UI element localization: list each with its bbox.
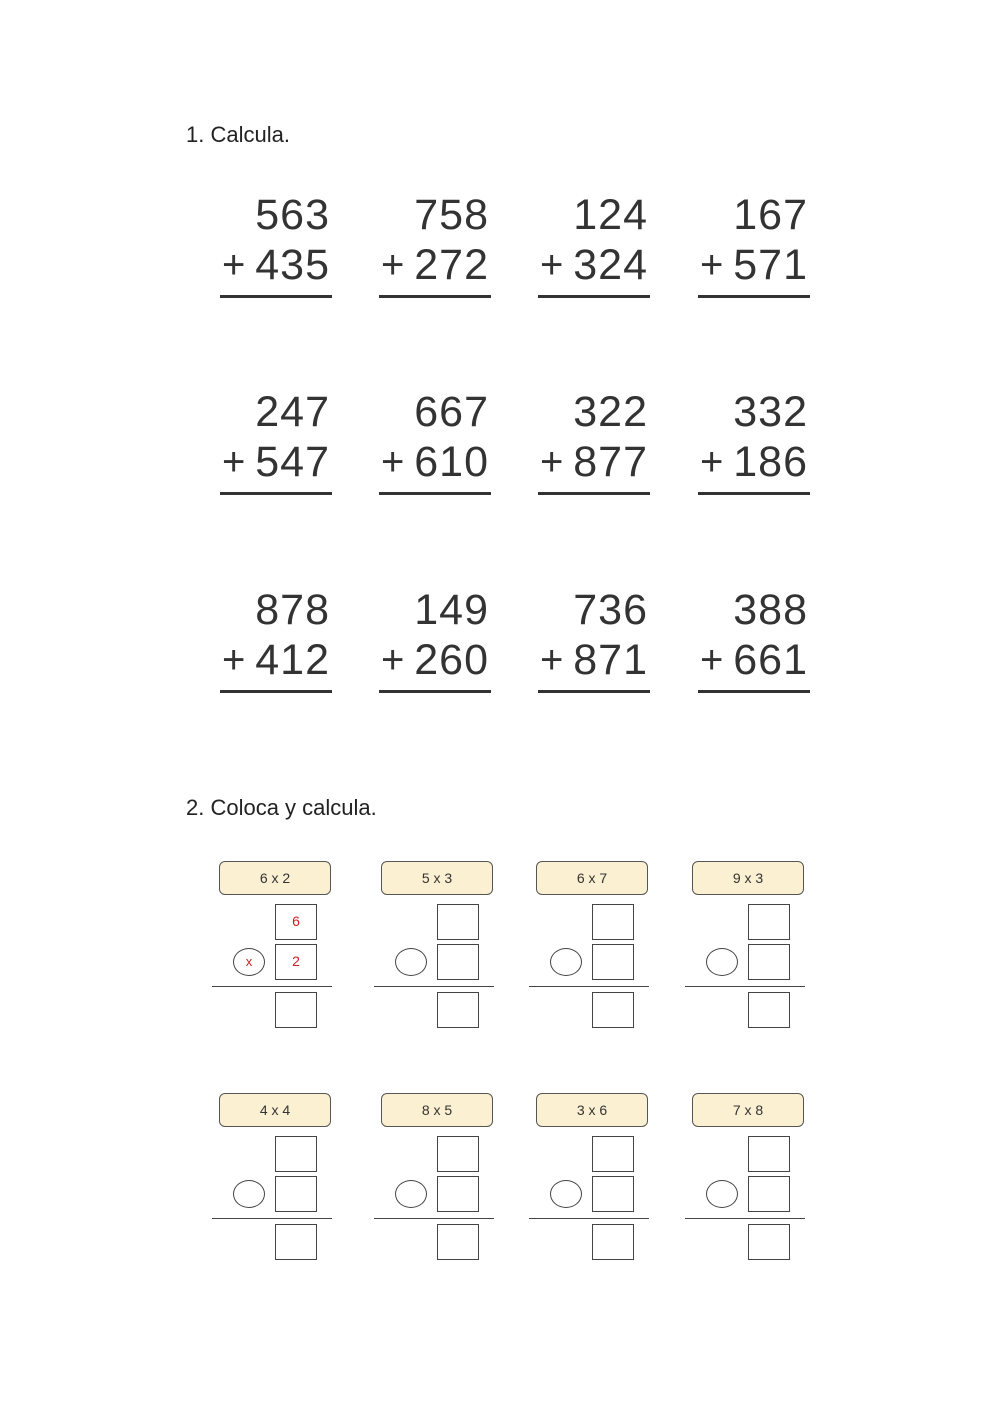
addition-problem — [220, 388, 332, 503]
multiplication-problem — [529, 1093, 651, 1263]
result-box[interactable] — [748, 992, 790, 1028]
addend-top: 247 — [255, 388, 330, 436]
result-line — [685, 1218, 805, 1219]
plus-sign: + — [381, 440, 405, 484]
addend-bottom: 260 — [414, 636, 489, 684]
addition-problem — [538, 191, 650, 306]
bottom-number-box[interactable]: 2 — [275, 944, 317, 980]
bottom-number-box[interactable] — [437, 1176, 479, 1212]
result-box[interactable] — [437, 1224, 479, 1260]
problem-label: 7 x 8 — [692, 1093, 804, 1127]
result-box[interactable] — [592, 1224, 634, 1260]
result-box[interactable] — [275, 1224, 317, 1260]
addend-bottom: 661 — [733, 636, 808, 684]
top-number-box[interactable] — [748, 1136, 790, 1172]
operator-circle[interactable] — [550, 948, 582, 976]
plus-sign: + — [222, 243, 246, 287]
addend-bottom: 877 — [573, 438, 648, 486]
multiplication-problem — [212, 1093, 334, 1263]
addend-bottom: 871 — [573, 636, 648, 684]
plus-sign: + — [700, 243, 724, 287]
sum-line — [379, 295, 491, 298]
heading-calcula: 1. Calcula. — [186, 122, 290, 147]
plus-sign: + — [222, 638, 246, 682]
addend-bottom: 186 — [733, 438, 808, 486]
addend-top: 149 — [414, 586, 489, 634]
top-number-box[interactable] — [437, 1136, 479, 1172]
addend-top: 563 — [255, 191, 330, 239]
multiplication-problem — [529, 861, 651, 1031]
problem-label: 4 x 4 — [219, 1093, 331, 1127]
result-box[interactable] — [748, 1224, 790, 1260]
bottom-number-box[interactable] — [275, 1176, 317, 1212]
top-number-box[interactable]: 6 — [275, 904, 317, 940]
top-number-box[interactable] — [437, 904, 479, 940]
sum-line — [698, 492, 810, 495]
addend-top: 124 — [573, 191, 648, 239]
result-box[interactable] — [275, 992, 317, 1028]
plus-sign: + — [381, 243, 405, 287]
addend-bottom: 547 — [255, 438, 330, 486]
addend-bottom: 324 — [573, 241, 648, 289]
addend-bottom: 571 — [733, 241, 808, 289]
addition-problem — [538, 586, 650, 701]
addend-top: 332 — [733, 388, 808, 436]
multiplication-problem — [374, 1093, 496, 1263]
sum-line — [220, 295, 332, 298]
multiplication-problem — [374, 861, 496, 1031]
plus-sign: + — [381, 638, 405, 682]
result-line — [212, 1218, 332, 1219]
multiplication-problem — [685, 861, 807, 1031]
result-line — [374, 1218, 494, 1219]
problem-label: 3 x 6 — [536, 1093, 648, 1127]
problem-label: 6 x 2 — [219, 861, 331, 895]
addition-problem — [379, 191, 491, 306]
result-line — [529, 986, 649, 987]
sum-line — [538, 295, 650, 298]
bottom-number-box[interactable] — [592, 1176, 634, 1212]
heading-coloca-y-calcula: 2. Coloca y calcula. — [186, 795, 377, 820]
sum-line — [538, 690, 650, 693]
result-box[interactable] — [592, 992, 634, 1028]
addend-bottom: 610 — [414, 438, 489, 486]
sum-line — [379, 492, 491, 495]
multiplication-problem — [685, 1093, 807, 1263]
plus-sign: + — [700, 440, 724, 484]
addend-top: 322 — [573, 388, 648, 436]
top-number-box[interactable] — [275, 1136, 317, 1172]
bottom-number-box[interactable] — [748, 944, 790, 980]
plus-sign: + — [222, 440, 246, 484]
addition-problem — [698, 388, 810, 503]
addend-top: 758 — [414, 191, 489, 239]
addend-bottom: 412 — [255, 636, 330, 684]
operator-circle[interactable] — [395, 948, 427, 976]
problem-label: 9 x 3 — [692, 861, 804, 895]
addition-problem — [220, 191, 332, 306]
addend-bottom: 272 — [414, 241, 489, 289]
addition-problem — [698, 191, 810, 306]
sum-line — [698, 295, 810, 298]
top-number-box[interactable] — [592, 1136, 634, 1172]
operator-circle[interactable] — [550, 1180, 582, 1208]
bottom-number-box[interactable] — [592, 944, 634, 980]
plus-sign: + — [540, 243, 564, 287]
problem-label: 6 x 7 — [536, 861, 648, 895]
addend-bottom: 435 — [255, 241, 330, 289]
addition-problem — [379, 586, 491, 701]
operator-circle[interactable] — [233, 1180, 265, 1208]
bottom-number-box[interactable] — [437, 944, 479, 980]
result-box[interactable] — [437, 992, 479, 1028]
result-line — [685, 986, 805, 987]
sum-line — [220, 690, 332, 693]
plus-sign: + — [540, 638, 564, 682]
result-line — [212, 986, 332, 987]
addend-top: 167 — [733, 191, 808, 239]
top-number-box[interactable] — [748, 904, 790, 940]
problem-label: 8 x 5 — [381, 1093, 493, 1127]
addend-top: 878 — [255, 586, 330, 634]
sum-line — [220, 492, 332, 495]
sum-line — [698, 690, 810, 693]
addition-problem — [220, 586, 332, 701]
operator-circle[interactable]: x — [233, 948, 265, 976]
sum-line — [379, 690, 491, 693]
addend-top: 667 — [414, 388, 489, 436]
operator-circle[interactable] — [706, 1180, 738, 1208]
bottom-number-box[interactable] — [748, 1176, 790, 1212]
addition-problem — [538, 388, 650, 503]
multiplication-problem — [212, 861, 334, 1031]
addition-problem — [698, 586, 810, 701]
problem-label: 5 x 3 — [381, 861, 493, 895]
top-number-box[interactable] — [592, 904, 634, 940]
operator-circle[interactable] — [706, 948, 738, 976]
sum-line — [538, 492, 650, 495]
plus-sign: + — [700, 638, 724, 682]
plus-sign: + — [540, 440, 564, 484]
addend-top: 388 — [733, 586, 808, 634]
result-line — [529, 1218, 649, 1219]
addition-problem — [379, 388, 491, 503]
result-line — [374, 986, 494, 987]
addend-top: 736 — [573, 586, 648, 634]
operator-circle[interactable] — [395, 1180, 427, 1208]
